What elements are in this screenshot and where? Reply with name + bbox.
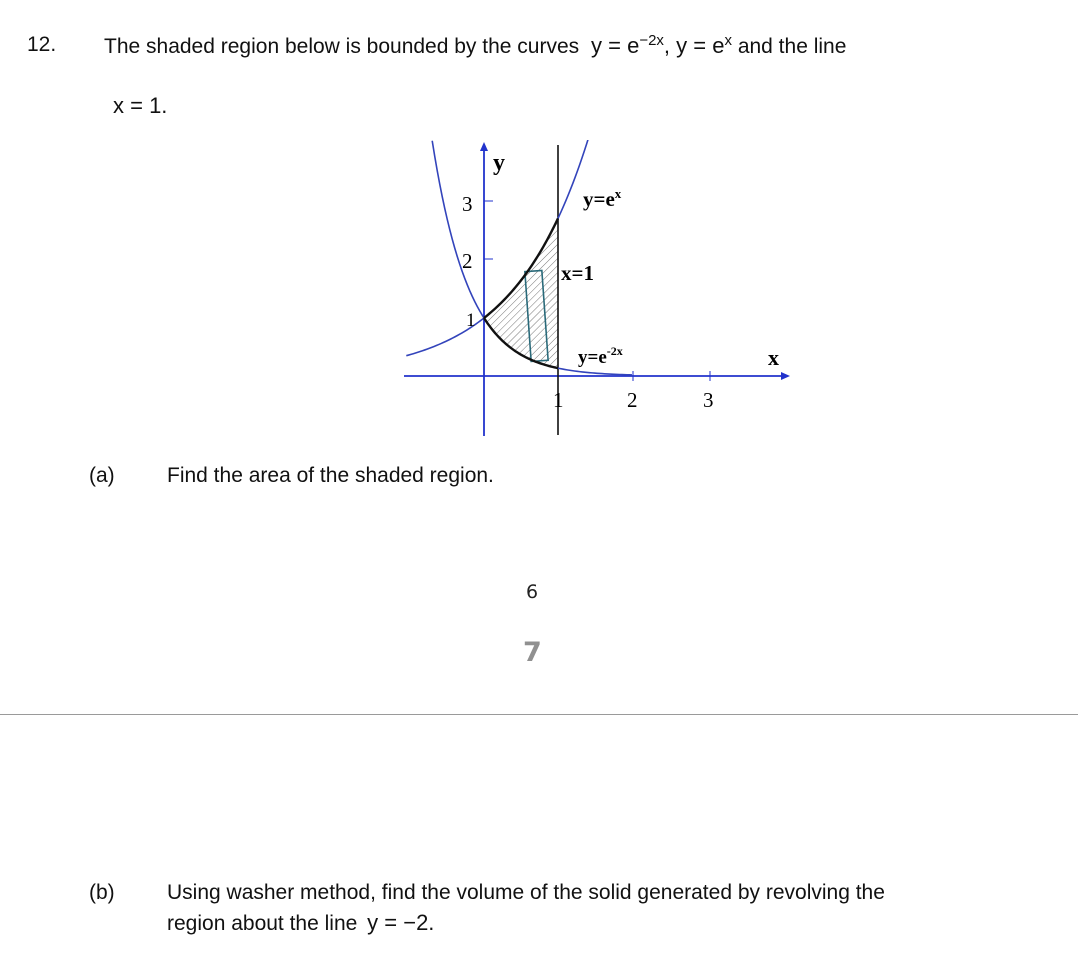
part-a-text: Find the area of the shaded region.	[167, 464, 494, 487]
page-number-large: 7	[523, 637, 542, 668]
part-b-text-line2	[167, 910, 434, 936]
stem-suffix: and the line	[737, 35, 847, 58]
y-tick-label-3: 3	[462, 192, 473, 216]
curve2-exponent: x	[724, 31, 732, 49]
y-tick-label-1: 1	[466, 310, 476, 331]
part-a-label: (a)	[89, 464, 115, 487]
line-x1-label: x=1	[561, 261, 594, 285]
part-b-label: (b)	[89, 881, 115, 904]
x-tick-label-1: 1	[553, 388, 564, 412]
curve2-base: y = e	[676, 33, 725, 58]
y-axis-label: y	[493, 150, 505, 176]
region-graph	[400, 140, 800, 440]
question-stem	[104, 33, 846, 59]
x-tick-label-3: 3	[703, 388, 714, 412]
curve1-exponent: −2x	[639, 31, 664, 49]
curve-equation-decay	[591, 33, 664, 58]
page-divider	[0, 714, 1078, 715]
curve-equation-exp	[676, 33, 732, 58]
question-number: 12.	[27, 33, 57, 56]
equation-separator: ,	[663, 33, 677, 58]
y-axis-arrow	[480, 142, 488, 151]
page-number-small: 6	[526, 581, 539, 603]
part-b-text-line1: Using washer method, find the volume of the solid generated by revolving the	[167, 881, 885, 904]
part-b-line2-prefix: region about the line	[167, 912, 358, 935]
line-equation: x = 1.	[113, 93, 168, 118]
revolution-axis-equation: y = −2.	[367, 910, 435, 935]
y-tick-label-2: 2	[462, 249, 473, 273]
x-axis-label: x	[768, 345, 779, 370]
curve-exp-label	[583, 186, 622, 211]
curve-decay-label	[578, 344, 623, 368]
curve-decay-label-base: y=e	[578, 347, 607, 368]
x-tick-label-2: 2	[627, 388, 638, 412]
curve1-base: y = e	[591, 33, 640, 58]
curve-exp-label-sup: x	[614, 186, 622, 201]
curve-decay-label-sup: -2x	[606, 344, 623, 358]
x-axis-arrow	[781, 372, 790, 380]
stem-prefix: The shaded region below is bounded by the curves	[104, 35, 580, 58]
curve-exp-label-base: y=e	[583, 187, 615, 211]
